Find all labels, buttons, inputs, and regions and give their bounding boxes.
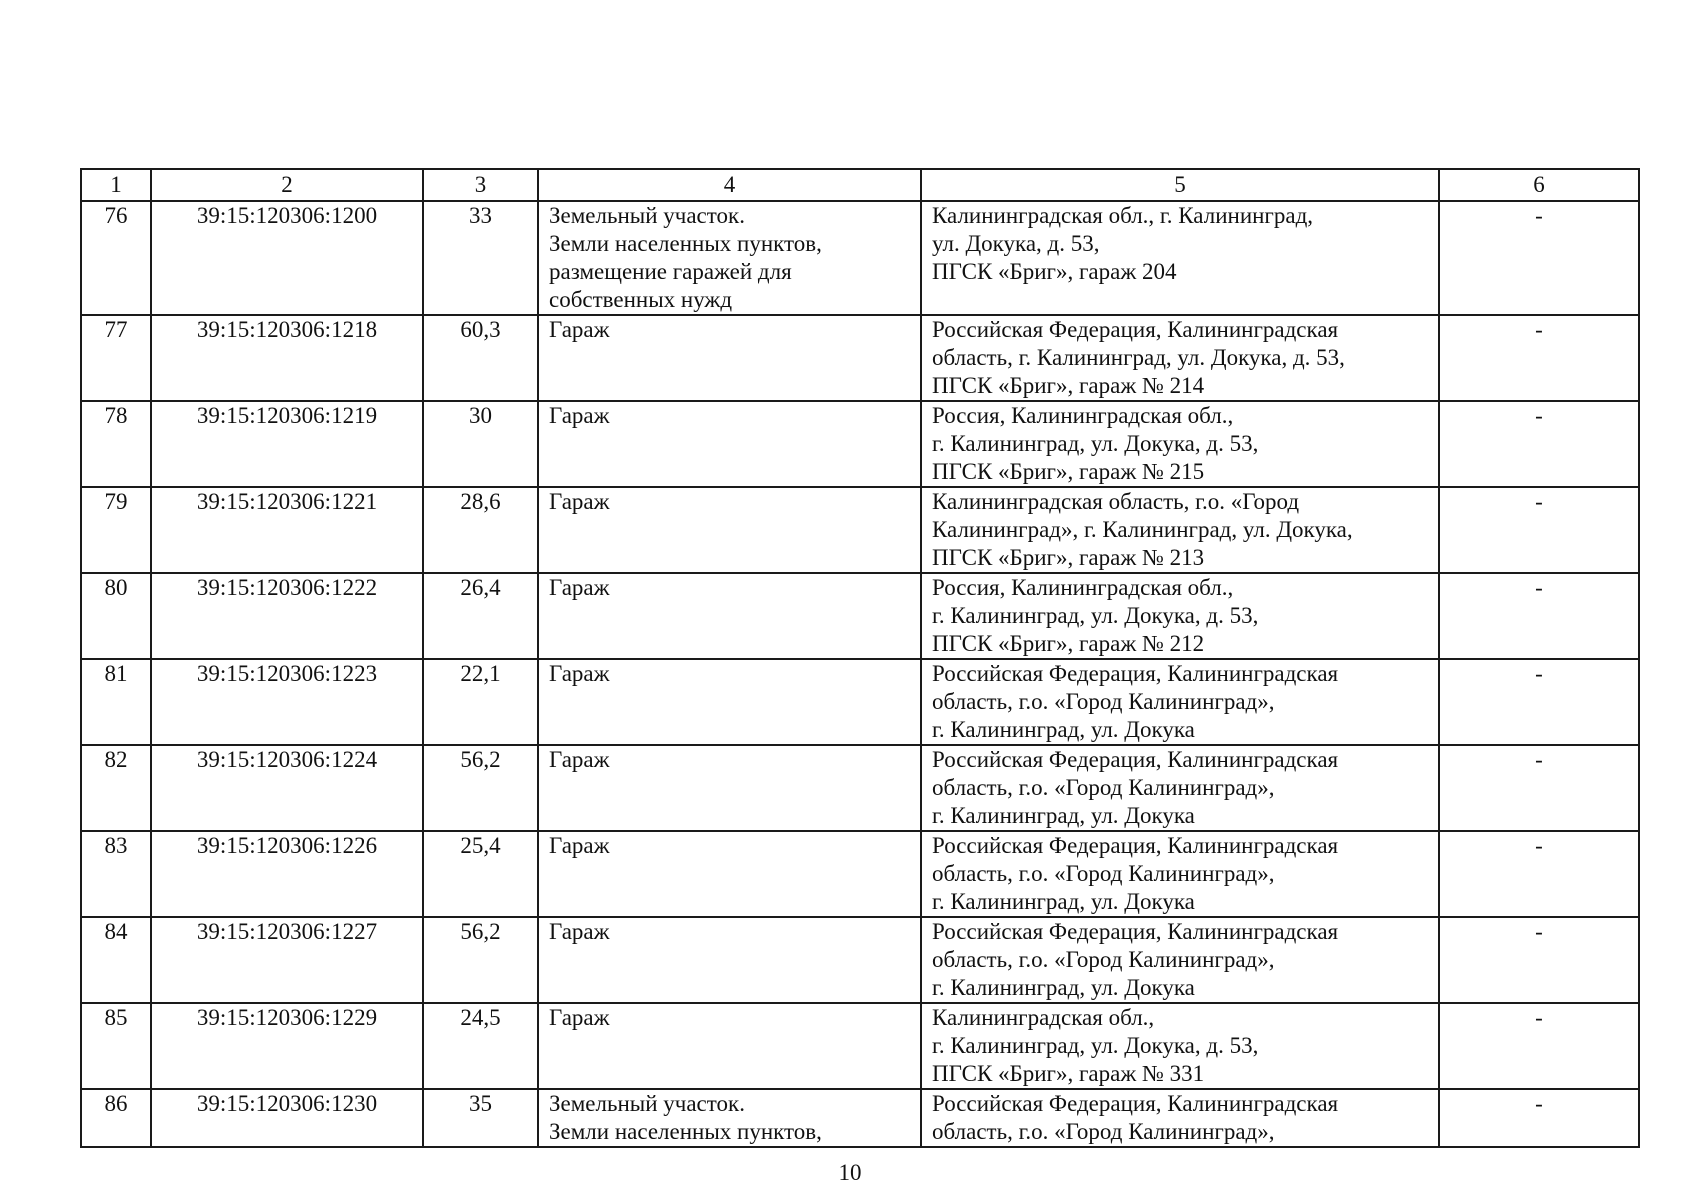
area-cell: 22,1 bbox=[423, 659, 538, 745]
object-description-cell: Гараж bbox=[538, 831, 921, 917]
note-cell: - bbox=[1439, 1089, 1639, 1147]
address-cell: Российская Федерация, Калининградская область, г.о. «Город Калининград», г. Калининград, ул. Докука bbox=[921, 831, 1439, 917]
address-cell: Российская Федерация, Калининградская область, г.о. «Город Калининград», г. Калининград, ул. Докука bbox=[921, 745, 1439, 831]
cadastral-number-cell: 39:15:120306:1221 bbox=[151, 487, 423, 573]
note-cell: - bbox=[1439, 917, 1639, 1003]
column-header-2: 2 bbox=[151, 169, 423, 201]
cadastral-number-cell: 39:15:120306:1226 bbox=[151, 831, 423, 917]
object-description-cell: Гараж bbox=[538, 315, 921, 401]
address-cell: Российская Федерация, Калининградская область, г.о. «Город Калининград», г. Калининград, ул. Докука bbox=[921, 917, 1439, 1003]
address-cell: Калининградская область, г.о. «Город Калининград», г. Калининград, ул. Докука, ПГСК «Бриг», гараж № 213 bbox=[921, 487, 1439, 573]
table-row bbox=[81, 917, 1639, 1003]
area-cell: 25,4 bbox=[423, 831, 538, 917]
table-row bbox=[81, 831, 1639, 917]
address-cell: Калининградская обл., г. Калининград, ул. Докука, д. 53, ПГСК «Бриг», гараж № 331 bbox=[921, 1003, 1439, 1089]
column-header-4: 4 bbox=[538, 169, 921, 201]
note-cell: - bbox=[1439, 1003, 1639, 1089]
table-row bbox=[81, 487, 1639, 573]
row-number-cell: 79 bbox=[81, 487, 151, 573]
object-description-cell: Гараж bbox=[538, 487, 921, 573]
row-number-cell: 81 bbox=[81, 659, 151, 745]
address-cell: Российская Федерация, Калининградская область, г.о. «Город Калининград», г. Калининград, ул. Докука bbox=[921, 659, 1439, 745]
registry-table bbox=[80, 168, 1640, 1148]
row-number-cell: 86 bbox=[81, 1089, 151, 1147]
note-cell: - bbox=[1439, 745, 1639, 831]
area-cell: 26,4 bbox=[423, 573, 538, 659]
row-number-cell: 80 bbox=[81, 573, 151, 659]
object-description-cell: Земельный участок. Земли населенных пунктов, bbox=[538, 1089, 921, 1147]
object-description-cell: Гараж bbox=[538, 401, 921, 487]
note-cell: - bbox=[1439, 659, 1639, 745]
table-row bbox=[81, 1003, 1639, 1089]
area-cell: 24,5 bbox=[423, 1003, 538, 1089]
cadastral-number-cell: 39:15:120306:1218 bbox=[151, 315, 423, 401]
row-number-cell: 78 bbox=[81, 401, 151, 487]
area-cell: 35 bbox=[423, 1089, 538, 1147]
object-description-cell: Гараж bbox=[538, 1003, 921, 1089]
row-number-cell: 83 bbox=[81, 831, 151, 917]
table-header-row bbox=[81, 169, 1639, 201]
cadastral-number-cell: 39:15:120306:1230 bbox=[151, 1089, 423, 1147]
cadastral-number-cell: 39:15:120306:1229 bbox=[151, 1003, 423, 1089]
row-number-cell: 84 bbox=[81, 917, 151, 1003]
object-description-cell: Гараж bbox=[538, 745, 921, 831]
area-cell: 33 bbox=[423, 201, 538, 315]
cadastral-number-cell: 39:15:120306:1222 bbox=[151, 573, 423, 659]
cadastral-number-cell: 39:15:120306:1223 bbox=[151, 659, 423, 745]
area-cell: 56,2 bbox=[423, 745, 538, 831]
column-header-3: 3 bbox=[423, 169, 538, 201]
area-cell: 60,3 bbox=[423, 315, 538, 401]
note-cell: - bbox=[1439, 487, 1639, 573]
table-row bbox=[81, 745, 1639, 831]
row-number-cell: 77 bbox=[81, 315, 151, 401]
area-cell: 56,2 bbox=[423, 917, 538, 1003]
area-cell: 30 bbox=[423, 401, 538, 487]
object-description-cell: Гараж bbox=[538, 917, 921, 1003]
table-row bbox=[81, 315, 1639, 401]
address-cell: Россия, Калининградская обл., г. Калининград, ул. Докука, д. 53, ПГСК «Бриг», гараж № 212 bbox=[921, 573, 1439, 659]
column-header-1: 1 bbox=[81, 169, 151, 201]
object-description-cell: Гараж bbox=[538, 573, 921, 659]
row-number-cell: 76 bbox=[81, 201, 151, 315]
table-row bbox=[81, 1089, 1639, 1147]
page-number: 10 bbox=[838, 1160, 862, 1185]
column-header-5: 5 bbox=[921, 169, 1439, 201]
address-cell: Российская Федерация, Калининградская область, г.о. «Город Калининград», bbox=[921, 1089, 1439, 1147]
object-description-cell: Гараж bbox=[538, 659, 921, 745]
cadastral-number-cell: 39:15:120306:1219 bbox=[151, 401, 423, 487]
column-header-6: 6 bbox=[1439, 169, 1639, 201]
address-cell: Россия, Калининградская обл., г. Калининград, ул. Докука, д. 53, ПГСК «Бриг», гараж № 215 bbox=[921, 401, 1439, 487]
object-description-cell: Земельный участок. Земли населенных пунктов, размещение гаражей для собственных нужд bbox=[538, 201, 921, 315]
address-cell: Калининградская обл., г. Калининград, ул. Докука, д. 53, ПГСК «Бриг», гараж 204 bbox=[921, 201, 1439, 315]
note-cell: - bbox=[1439, 315, 1639, 401]
row-number-cell: 85 bbox=[81, 1003, 151, 1089]
address-cell: Российская Федерация, Калининградская область, г. Калининград, ул. Докука, д. 53, ПГСК «Бриг», гараж № 214 bbox=[921, 315, 1439, 401]
note-cell: - bbox=[1439, 573, 1639, 659]
table-row bbox=[81, 401, 1639, 487]
cadastral-number-cell: 39:15:120306:1227 bbox=[151, 917, 423, 1003]
cadastral-number-cell: 39:15:120306:1224 bbox=[151, 745, 423, 831]
row-number-cell: 82 bbox=[81, 745, 151, 831]
table-row bbox=[81, 659, 1639, 745]
cadastral-number-cell: 39:15:120306:1200 bbox=[151, 201, 423, 315]
note-cell: - bbox=[1439, 831, 1639, 917]
area-cell: 28,6 bbox=[423, 487, 538, 573]
table-row bbox=[81, 201, 1639, 315]
table-row bbox=[81, 573, 1639, 659]
note-cell: - bbox=[1439, 401, 1639, 487]
note-cell: - bbox=[1439, 201, 1639, 315]
